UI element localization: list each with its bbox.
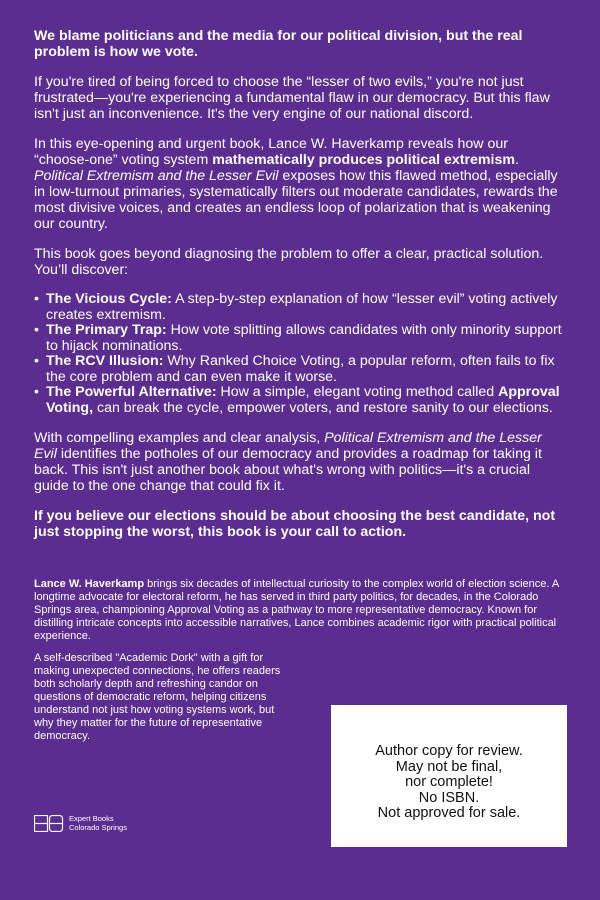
list-item-text: How a simple, elegant voting method called xyxy=(216,384,499,400)
list-item xyxy=(34,292,566,323)
list-item xyxy=(34,385,566,416)
discover-intro: This book goes beyond diagnosing the problem to offer a clear, practical solution. You’ll discover: xyxy=(34,246,544,278)
publisher-logo xyxy=(34,815,127,832)
bullet-marker: • xyxy=(34,322,39,338)
intro-paragraph: If you're tired of being forced to choose the “lesser of two evils,” you're not just frustrated—you're experiencing a fundamental flaw in our democracy. But this flaw isn't just an inconvenience. It's the very engine of our national discord. xyxy=(34,74,550,122)
book-title-inline: Political Extremism and the Lesser Evil xyxy=(34,168,279,184)
closing-text: With compelling examples and clear analysis, xyxy=(34,430,325,446)
publisher-line: Colorado Springs xyxy=(69,822,127,832)
publisher-line: Expert Books xyxy=(69,814,114,823)
back-cover-blurb xyxy=(34,28,566,554)
book-title-inline: Political Extremism and the Lesser Evil xyxy=(34,430,542,462)
list-item-text: How vote splitting allows candidates with only minority support to hijack nominations. xyxy=(46,322,562,354)
bullet-marker: • xyxy=(34,384,39,400)
headline: We blame politicians and the media for our political division, but the real problem is how we vote. xyxy=(34,28,523,60)
summary-text-period: . xyxy=(515,152,519,168)
list-item xyxy=(34,323,566,354)
review-copy-notice xyxy=(331,705,567,847)
list-item-emphasis: Approval Voting, xyxy=(46,384,560,416)
notice-line: nor complete! xyxy=(405,774,493,791)
bullet-marker: • xyxy=(34,353,39,369)
closing-text-rest: identifies the potholes of our democracy and provides a roadmap for taking it back. This isn't just another book about what's wrong with politics—it's a crucial guide to the one change that could fix it. xyxy=(34,446,542,494)
publisher-name xyxy=(69,815,127,832)
eb-logo-icon xyxy=(34,815,64,832)
notice-line: Not approved for sale. xyxy=(377,805,521,822)
list-item-text: Why Ranked Choice Voting, a popular reform, often fails to fix the core problem and can even make it worse. xyxy=(46,353,555,385)
author-bio-continued: A self-described "Academic Dork" with a gift for making unexpected connections, he offers readers both scholarly depth and refreshing candor on questions of democratic reform, helping citizens understand not just how voting systems work, but why they matter for the future of representative democracy. xyxy=(34,652,281,742)
bullet-marker: • xyxy=(34,291,39,307)
summary-text: In this eye-opening and urgent book, Lance W. Haverkamp reveals how our “choose-one” voting system xyxy=(34,136,508,168)
list-item-title: The Vicious Cycle: xyxy=(46,291,172,307)
author-name: Lance W. Haverkamp xyxy=(34,578,145,590)
book-summary-paragraph xyxy=(34,136,566,232)
list-item xyxy=(34,354,566,385)
list-item-title: The RCV Illusion: xyxy=(46,353,164,369)
list-item-text: A step-by-step explanation of how “lesser evil” voting actively creates extremism. xyxy=(46,291,558,323)
notice-line: May not be final, xyxy=(395,758,503,775)
notice-line: No ISBN. xyxy=(418,789,480,806)
summary-emphasis: mathematically produces political extremism xyxy=(212,152,515,168)
call-to-action: If you believe our elections should be about choosing the best candidate, not just stopping the worst, this book is your call to action. xyxy=(34,508,556,540)
author-bio xyxy=(34,578,566,643)
summary-text-rest: exposes how this flawed method, especially in low-turnout primaries, systematically filters out moderate candidates, rewards the most divisive voices, and creates an endless loop of polarization that is weakening our country. xyxy=(34,168,558,232)
closing-paragraph xyxy=(34,430,566,494)
author-bio-text: brings six decades of intellectual curiosity to the complex world of election science. A longtime advocate for electoral reform, he has served in third party politics, for decades, in the Colorado Springs area, championing Approval Voting as a pathway to more representative democracy. Known for distilling intricate concepts into accessible narratives, Lance combines academic rigor with practical political experience. xyxy=(34,578,559,642)
list-item-title: The Powerful Alternative: xyxy=(46,384,217,400)
feature-list xyxy=(34,292,566,416)
list-item-title: The Primary Trap: xyxy=(46,322,167,338)
notice-line: Author copy for review. xyxy=(375,743,523,760)
list-item-text-rest: can break the cycle, empower voters, and restore sanity to our elections. xyxy=(93,399,553,416)
